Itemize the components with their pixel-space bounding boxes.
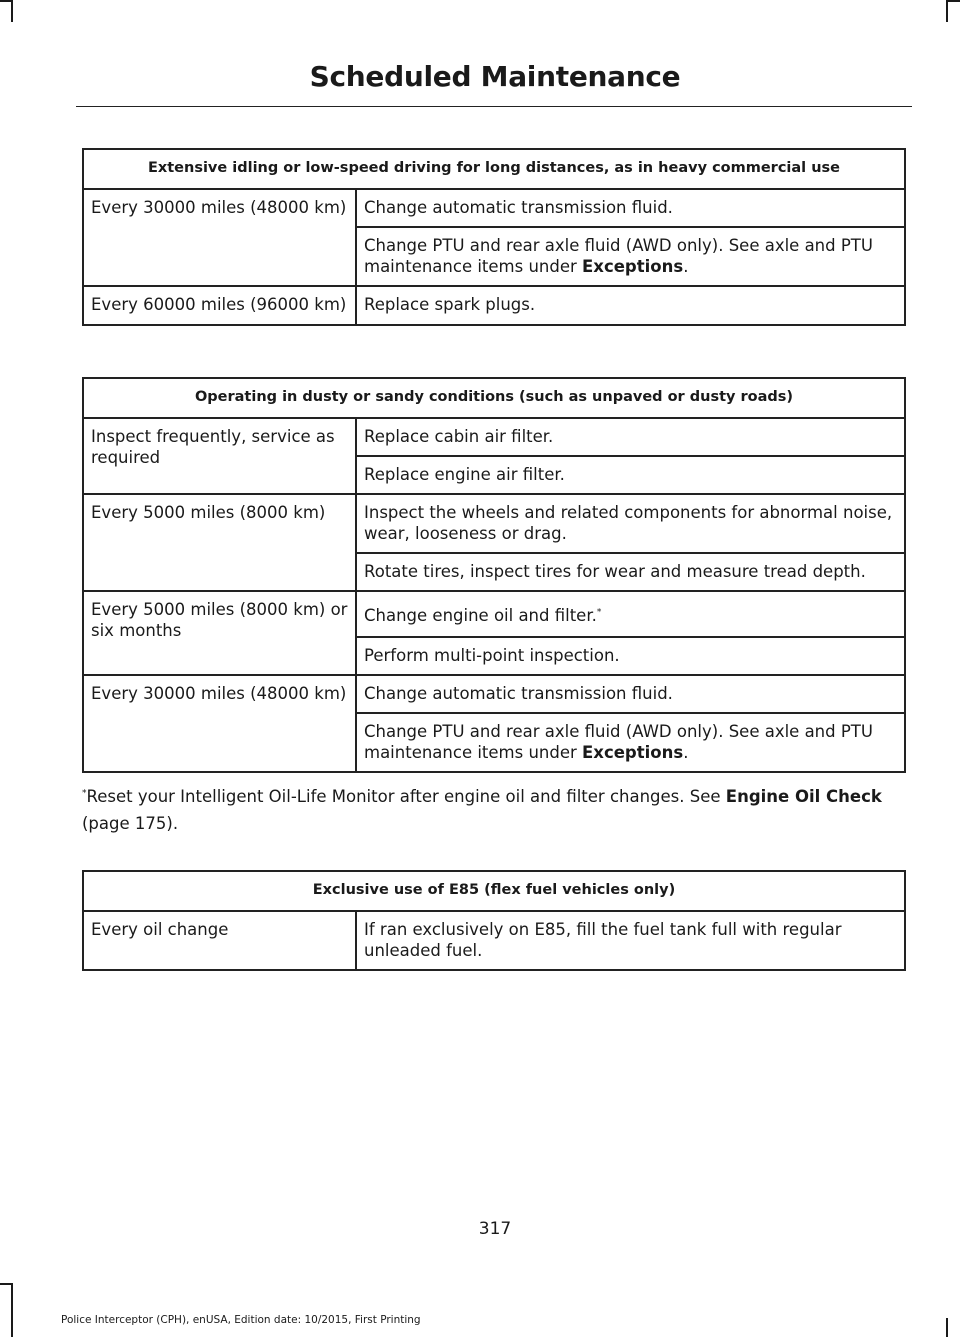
interval-cell: Every 5000 miles (8000 km) or six months: [83, 591, 356, 675]
crop-mark: [946, 1318, 948, 1337]
table-heading-row: [83, 149, 905, 189]
page-title: Scheduled Maintenance: [309, 60, 681, 93]
table-heading-row: [83, 871, 905, 911]
table-row: [83, 494, 905, 553]
action-cell: Replace engine air filter.: [356, 456, 905, 494]
action-text: Change PTU and rear axle fluid (AWD only). See axle and PTU maintenance items under: [364, 722, 873, 762]
maintenance-table-dusty-conditions: [82, 377, 906, 773]
crop-mark: [0, 1283, 11, 1285]
action-cell: Inspect the wheels and related components for abnormal noise, wear, looseness or drag.: [356, 494, 905, 553]
action-cell: Perform multi-point inspection.: [356, 637, 905, 675]
maintenance-table-heavy-use: [82, 148, 906, 326]
exceptions-link[interactable]: Exceptions: [582, 743, 684, 762]
table-row: [83, 591, 905, 637]
footnote-marker: *: [596, 607, 602, 618]
crop-mark: [946, 0, 948, 22]
footnote-marker: *: [82, 788, 87, 799]
interval-cell: Inspect frequently, service as required: [83, 418, 356, 494]
interval-cell: Every 30000 miles (48000 km): [83, 675, 356, 772]
footnote-suffix: (page 175).: [82, 814, 179, 833]
footnote-text: Reset your Intelligent Oil-Life Monitor after engine oil and filter changes. See: [86, 787, 726, 806]
crop-mark: [948, 0, 960, 2]
exceptions-link[interactable]: Exceptions: [582, 257, 684, 276]
action-suffix: .: [683, 743, 689, 762]
table-heading-row: [83, 378, 905, 418]
interval-cell: Every 60000 miles (96000 km): [83, 286, 356, 325]
interval-cell: Every 30000 miles (48000 km): [83, 189, 356, 286]
action-cell: Replace spark plugs.: [356, 286, 905, 325]
table-heading: Extensive idling or low-speed driving for long distances, as in heavy commercial use: [83, 149, 905, 189]
interval-cell: Every oil change: [83, 911, 356, 970]
crop-mark: [11, 1283, 13, 1337]
action-suffix: .: [683, 257, 689, 276]
footnote: [82, 783, 906, 837]
table-row: [83, 911, 905, 970]
page-number: 317: [478, 1219, 512, 1239]
action-cell: [356, 227, 905, 286]
action-cell: Rotate tires, inspect tires for wear and measure tread depth.: [356, 553, 905, 591]
table-heading: Exclusive use of E85 (flex fuel vehicles only): [83, 871, 905, 911]
table-row: [83, 189, 905, 227]
table-row: [83, 418, 905, 456]
crop-mark: [11, 0, 13, 22]
action-text: Change engine oil and filter.: [364, 606, 597, 625]
engine-oil-check-link[interactable]: Engine Oil Check: [725, 787, 882, 806]
table-row: [83, 286, 905, 325]
maintenance-table-e85: [82, 870, 906, 971]
action-cell: Change automatic transmission fluid.: [356, 675, 905, 713]
crop-mark: [0, 0, 11, 2]
table-row: [83, 675, 905, 713]
interval-cell: Every 5000 miles (8000 km): [83, 494, 356, 591]
footer-text: Police Interceptor (CPH), enUSA, Edition date: 10/2015, First Printing: [61, 1314, 421, 1326]
header-divider: [76, 106, 912, 107]
action-cell: [356, 713, 905, 772]
table-heading: Operating in dusty or sandy conditions (such as unpaved or dusty roads): [83, 378, 905, 418]
action-cell: Change automatic transmission fluid.: [356, 189, 905, 227]
action-cell: [356, 591, 905, 637]
action-cell: If ran exclusively on E85, fill the fuel tank full with regular unleaded fuel.: [356, 911, 905, 970]
action-cell: Replace cabin air filter.: [356, 418, 905, 456]
action-text: Change PTU and rear axle fluid (AWD only). See axle and PTU maintenance items under: [364, 236, 873, 276]
